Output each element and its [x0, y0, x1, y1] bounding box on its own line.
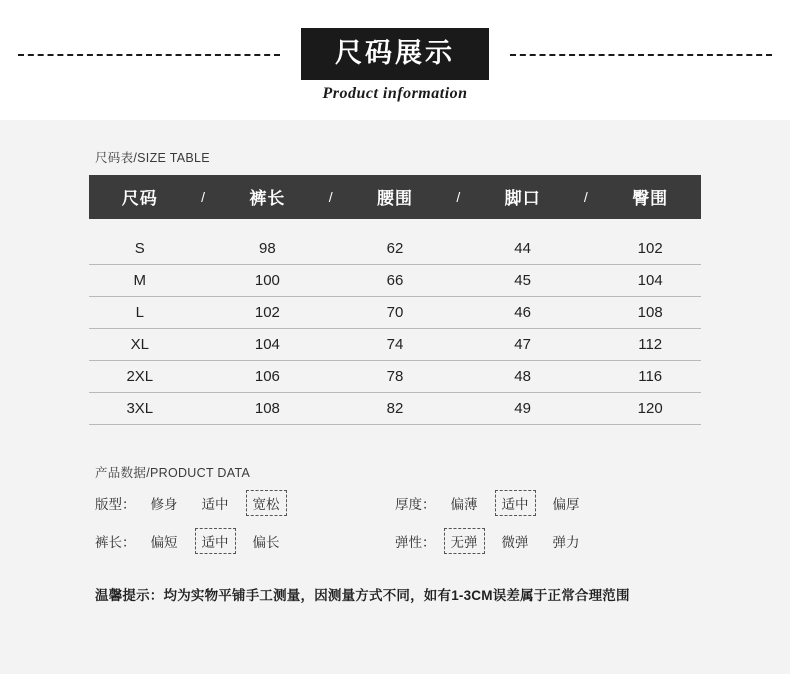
- cell-hip: 120: [599, 393, 701, 425]
- table-row: [89, 393, 701, 425]
- cell-size: M: [89, 265, 191, 297]
- cell-gap: [446, 361, 472, 393]
- cell-length: 100: [217, 265, 319, 297]
- header-dash-right: [510, 54, 772, 56]
- cell-gap: [318, 361, 344, 393]
- column-header-length: 裤长: [217, 175, 319, 219]
- cell-gap: [318, 265, 344, 297]
- cell-waist: 70: [344, 297, 446, 329]
- cell-length: 98: [217, 233, 319, 265]
- product-data-row-length-elasticity: [89, 528, 701, 554]
- cell-hip: 104: [599, 265, 701, 297]
- cell-length: 106: [217, 361, 319, 393]
- option-fit-slim[interactable]: 修身: [150, 497, 178, 512]
- cell-hem: 47: [472, 329, 574, 361]
- cell-gap: [191, 361, 217, 393]
- attribute-label-thickness: 厚度：: [395, 497, 436, 512]
- cell-hip: 112: [599, 329, 701, 361]
- table-row: [89, 233, 701, 265]
- size-table-header-row: [89, 175, 701, 219]
- cell-size: 2XL: [89, 361, 191, 393]
- cell-size: 3XL: [89, 393, 191, 425]
- cell-gap: [446, 265, 472, 297]
- column-separator-4: /: [573, 175, 599, 219]
- content-inner: [89, 120, 701, 604]
- attribute-group-elasticity: [395, 528, 597, 554]
- cell-gap: [318, 297, 344, 329]
- cell-size: S: [89, 233, 191, 265]
- measurement-tip: 温馨提示：均为实物平铺手工测量，因测量方式不同，如有1-3CM误差属于正常合理范围: [95, 588, 630, 603]
- option-length-regular[interactable]: 适中: [195, 528, 236, 554]
- page-header: [0, 0, 790, 120]
- option-thickness-thick[interactable]: 偏厚: [552, 497, 580, 512]
- attribute-group-pant-length: [95, 528, 395, 554]
- cell-length: 104: [217, 329, 319, 361]
- cell-gap: [446, 233, 472, 265]
- column-separator-3: /: [446, 175, 472, 219]
- option-thickness-medium[interactable]: 适中: [495, 490, 536, 516]
- attribute-group-fit: [95, 490, 395, 516]
- cell-gap: [446, 393, 472, 425]
- cell-gap: [318, 393, 344, 425]
- size-table-body: [89, 219, 701, 425]
- column-header-hem: 脚口: [472, 175, 574, 219]
- cell-hip: 108: [599, 297, 701, 329]
- attribute-label-fit: 版型：: [95, 497, 136, 512]
- cell-gap: [446, 329, 472, 361]
- table-row: [89, 297, 701, 329]
- cell-waist: 66: [344, 265, 446, 297]
- table-spacer-cell: [89, 219, 701, 233]
- cell-waist: 74: [344, 329, 446, 361]
- cell-gap: [191, 393, 217, 425]
- content-panel: [0, 120, 790, 674]
- cell-gap: [573, 233, 599, 265]
- cell-gap: [446, 297, 472, 329]
- size-table-label: 尺码表/SIZE TABLE: [95, 151, 210, 165]
- column-header-hip: 臀围: [599, 175, 701, 219]
- cell-hem: 44: [472, 233, 574, 265]
- cell-waist: 62: [344, 233, 446, 265]
- column-separator-1: /: [191, 175, 217, 219]
- attribute-group-thickness: [395, 490, 597, 516]
- size-table-head: [89, 175, 701, 219]
- cell-size: XL: [89, 329, 191, 361]
- option-fit-regular[interactable]: 适中: [201, 497, 229, 512]
- product-data-section: [89, 463, 701, 554]
- option-thickness-thin[interactable]: 偏薄: [450, 497, 478, 512]
- cell-waist: 78: [344, 361, 446, 393]
- cell-hem: 49: [472, 393, 574, 425]
- header-dash-left: [18, 54, 280, 56]
- size-table: [89, 175, 701, 425]
- cell-gap: [573, 329, 599, 361]
- cell-hip: 116: [599, 361, 701, 393]
- table-row: [89, 265, 701, 297]
- product-data-rows: [89, 490, 701, 554]
- table-row: [89, 361, 701, 393]
- attribute-label-elasticity: 弹性：: [395, 535, 436, 550]
- option-elasticity-none[interactable]: 无弹: [444, 528, 485, 554]
- table-row: [89, 329, 701, 361]
- table-spacer-row: [89, 219, 701, 233]
- cell-length: 108: [217, 393, 319, 425]
- page-title: 尺码展示: [301, 28, 489, 80]
- cell-size: L: [89, 297, 191, 329]
- cell-hem: 48: [472, 361, 574, 393]
- page-subtitle: Product information: [322, 85, 468, 102]
- column-header-size: 尺码: [89, 175, 191, 219]
- column-header-waist: 腰围: [344, 175, 446, 219]
- option-elasticity-stretch[interactable]: 弹力: [552, 535, 580, 550]
- option-length-long[interactable]: 偏长: [252, 535, 280, 550]
- cell-length: 102: [217, 297, 319, 329]
- cell-gap: [191, 233, 217, 265]
- option-fit-loose[interactable]: 宽松: [246, 490, 287, 516]
- cell-gap: [573, 393, 599, 425]
- attribute-label-pant-length: 裤长：: [95, 535, 136, 550]
- cell-gap: [573, 297, 599, 329]
- cell-hip: 102: [599, 233, 701, 265]
- option-elasticity-slight[interactable]: 微弹: [501, 535, 529, 550]
- cell-gap: [318, 329, 344, 361]
- cell-gap: [191, 265, 217, 297]
- cell-hem: 46: [472, 297, 574, 329]
- cell-gap: [573, 361, 599, 393]
- cell-waist: 82: [344, 393, 446, 425]
- cell-gap: [191, 329, 217, 361]
- cell-gap: [318, 233, 344, 265]
- column-separator-2: /: [318, 175, 344, 219]
- cell-hem: 45: [472, 265, 574, 297]
- option-length-short[interactable]: 偏短: [150, 535, 178, 550]
- cell-gap: [191, 297, 217, 329]
- product-data-label: 产品数据/PRODUCT DATA: [95, 466, 251, 480]
- product-data-row-fit-thickness: [89, 490, 701, 516]
- cell-gap: [573, 265, 599, 297]
